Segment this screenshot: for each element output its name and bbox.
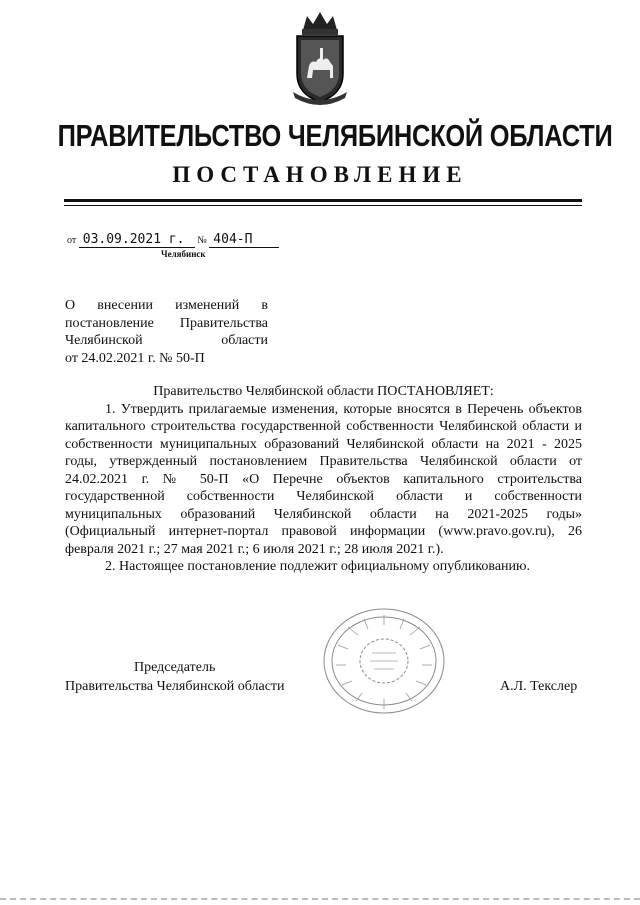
signatory-name: А.Л. Текслер bbox=[500, 679, 578, 694]
document-subject bbox=[65, 297, 268, 367]
document-body bbox=[65, 383, 582, 576]
date-label: от bbox=[67, 235, 77, 246]
city-label: Челябинск bbox=[161, 249, 206, 259]
organization-title: ПРАВИТЕЛЬСТВО ЧЕЛЯБИНСКОЙ ОБЛАСТИ bbox=[57, 118, 613, 153]
subject-line: от 24.02.2021 г. № 50-П bbox=[65, 350, 205, 366]
header-rule-thin bbox=[64, 205, 582, 206]
signatory-title-line2: Правительства Челябинской области bbox=[65, 679, 285, 694]
signatory-title-line1: Председатель bbox=[134, 660, 216, 675]
body-paragraph-1: 1. Утвердить прилагаемые изменения, которые вносятся в Перечень объектов капитального строительства государственной собственности Челябинской области и собственности муниципальных образований Челябинской области на 2021 - 2025 годы, утвержденный постановлением Правительства Челябинской области от 24.02.2021 г. № 50-П «О Перечне объектов капитального строительства государственной собственности Челябинской области и собственности муниципальных образований Челябинской области на 2021-2025 годы» (Официальный интернет-портал правовой информации (www.pravo.gov.ru), 26 февраля 2021 г.; 27 мая 2021 г.; 6 июля 2021 г.; 28 июля 2021 г.). bbox=[65, 401, 582, 557]
number-value: 404-П bbox=[209, 232, 279, 248]
coat-of-arms-icon bbox=[289, 8, 351, 108]
body-intro: Правительство Челябинской области ПОСТАНОВЛЯЕТ: bbox=[153, 384, 494, 399]
subject-line: постановление Правительства bbox=[65, 315, 268, 331]
body-paragraph-2: 2. Настоящее постановление подлежит официальному опубликованию. bbox=[105, 559, 530, 574]
date-number-row bbox=[67, 232, 279, 248]
subject-line: О внесении изменений в bbox=[65, 298, 268, 313]
number-label: № bbox=[197, 235, 207, 246]
date-value: 03.09.2021 г. bbox=[79, 232, 195, 248]
official-seal-stamp bbox=[318, 605, 450, 717]
subject-line: Челябинской области bbox=[65, 333, 268, 348]
header-rule-thick bbox=[64, 199, 582, 202]
page-bottom-edge bbox=[0, 898, 640, 900]
document-type-title: ПОСТАНОВЛЕНИЕ bbox=[172, 162, 468, 187]
